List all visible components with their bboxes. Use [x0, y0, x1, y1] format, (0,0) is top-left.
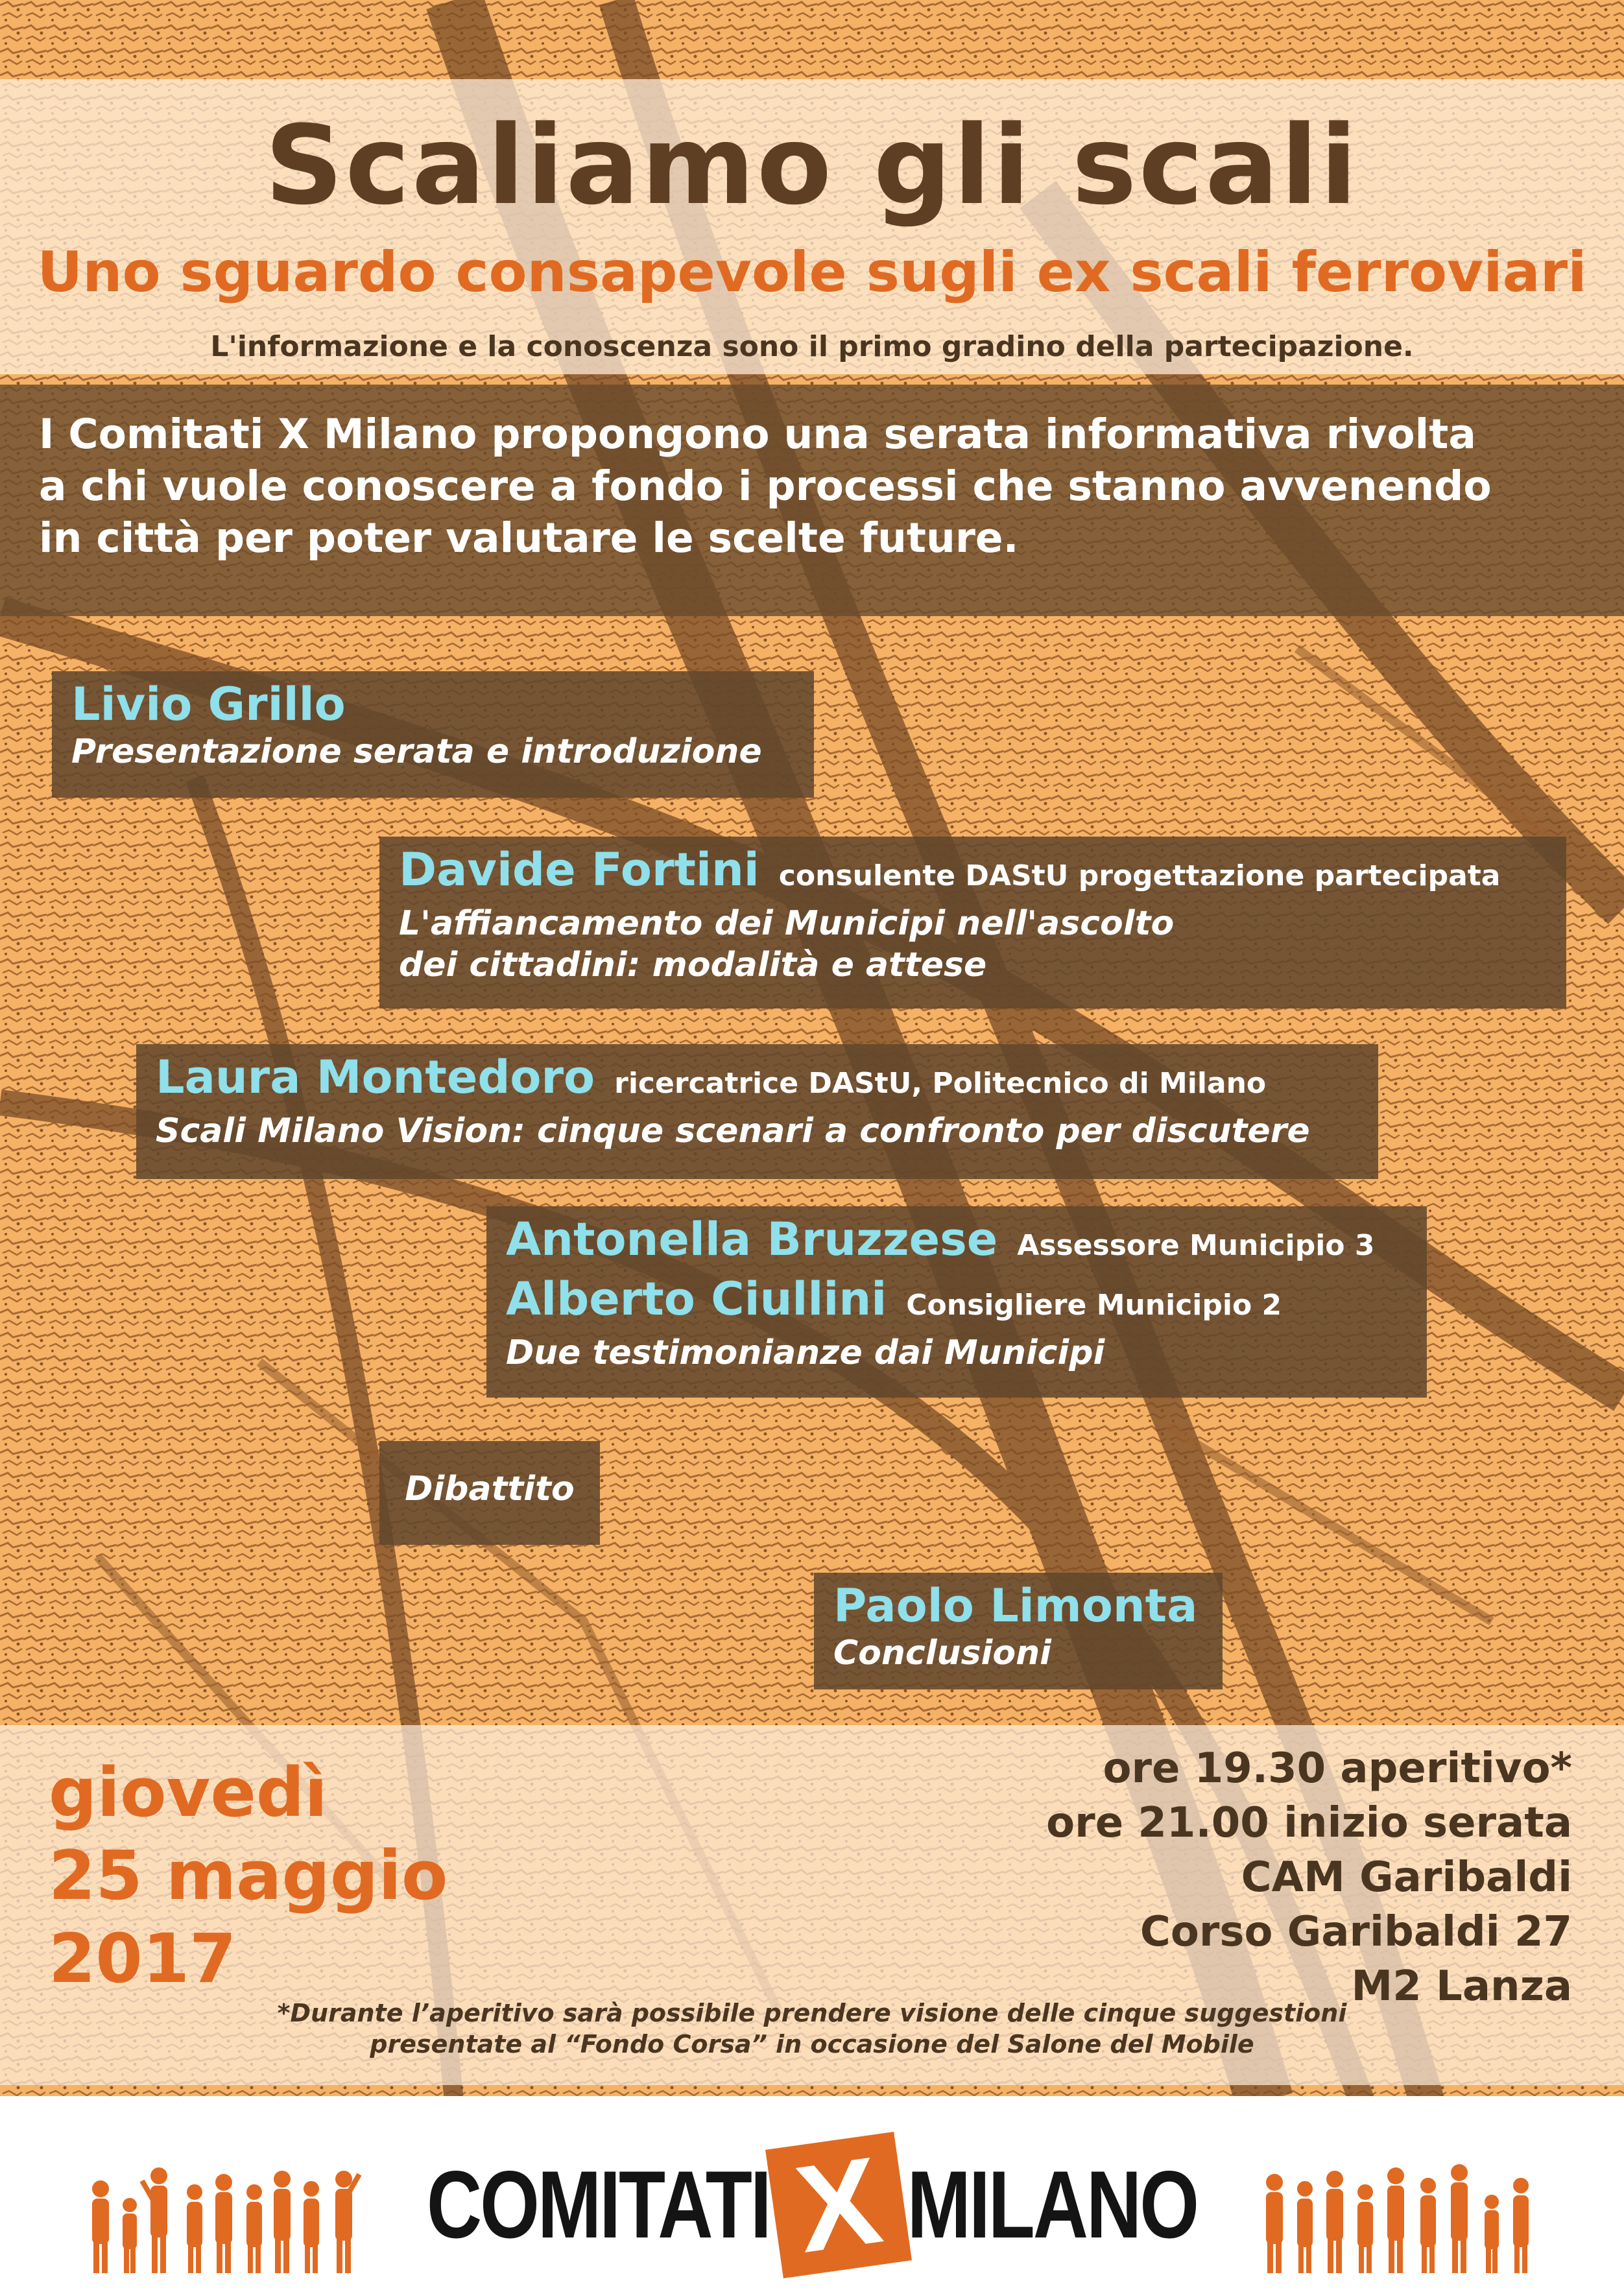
intro-text [39, 409, 1595, 564]
footnote [0, 1998, 1624, 2060]
poster-subtitle: Uno sguardo consapevole sugli ex scali ferroviari [37, 240, 1587, 305]
talk-title: Scali Milano Vision: cinque scenari a confronto per discutere [156, 1112, 1310, 1151]
intro-line: I Comitati X Milano propongono una serata informativa rivolta [39, 411, 1476, 458]
speaker-name-line [506, 1272, 1407, 1332]
date-line: giovedì [49, 1753, 328, 1832]
talk-title: dei cittadini: modalità e attese [399, 946, 987, 984]
logo-text-right: MILANO [907, 2151, 1198, 2259]
speaker-role: Consigliere Municipio 2 [906, 1289, 1282, 1322]
talk-title: Presentazione serata e introduzione [71, 732, 762, 771]
speaker-name-line [156, 1051, 1359, 1110]
debate-label: Dibattito [405, 1470, 575, 1509]
speaker-name: Paolo Limonta [833, 1579, 1198, 1632]
speaker-role: Assessore Municipio 3 [1017, 1229, 1375, 1262]
intro-line: in città per poter valutare le scelte future. [39, 514, 1019, 562]
speaker-role: consulente DAStU progettazione partecipata [778, 859, 1501, 892]
speaker-box-municipi [486, 1206, 1427, 1398]
talk-title: Due testimonianze dai Municipi [506, 1333, 1105, 1372]
speaker-role: ricercatrice DAStU, Politecnico di Milano [614, 1067, 1267, 1100]
speaker-name: Davide Fortini [399, 843, 759, 896]
tagline: L'informazione e la conoscenza sono il primo gradino della partecipazione. [210, 330, 1414, 363]
footnote-line: presentate al “Fondo Corsa” in occasione del Salone del Mobile [370, 2030, 1254, 2058]
debate-box [379, 1441, 600, 1545]
logo-text-left: COMITATI [426, 2151, 770, 2259]
event-info [1046, 1741, 1572, 2014]
date-line: 2017 [49, 1919, 237, 1998]
talk-title: L'affiancamento dei Municipi nell'ascolto [399, 904, 1175, 943]
footnote-line: *Durante l’aperitivo sarà possibile prendere visione delle cinque suggestioni [277, 1999, 1347, 2027]
speaker-name-line [506, 1213, 1407, 1272]
speaker-name: Alberto Ciullini [506, 1272, 887, 1326]
speaker-name-line [399, 843, 1547, 903]
talk-title: Conclusioni [833, 1634, 1051, 1673]
speaker-box-laura-montedoro [136, 1044, 1378, 1179]
intro-line: a chi vuole conoscere a fondo i processi che stanno avvenendo [39, 462, 1492, 510]
speaker-box-davide-fortini [379, 837, 1566, 1008]
info-line: Corso Garibaldi 27 [1140, 1908, 1572, 1956]
logo-x-mark: X [765, 2132, 912, 2278]
poster-title: Scaliamo gli scali [265, 102, 1359, 229]
people-silhouettes-right-icon [1258, 2153, 1544, 2276]
info-line: M2 Lanza [1351, 1962, 1572, 2010]
info-line: ore 21.00 inizio serata [1046, 1799, 1572, 1847]
speaker-name: Laura Montedoro [156, 1051, 595, 1104]
event-date [49, 1751, 448, 2000]
info-line: ore 19.30 aperitivo* [1103, 1745, 1572, 1793]
speaker-name: Livio Grillo [71, 678, 346, 731]
info-line: CAM Garibaldi [1241, 1854, 1572, 1902]
date-line: 25 maggio [49, 1836, 448, 1915]
speaker-box-livio-grillo [52, 671, 814, 798]
speaker-name: Antonella Bruzzese [506, 1213, 998, 1266]
speaker-box-paolo-limonta [814, 1573, 1223, 1689]
